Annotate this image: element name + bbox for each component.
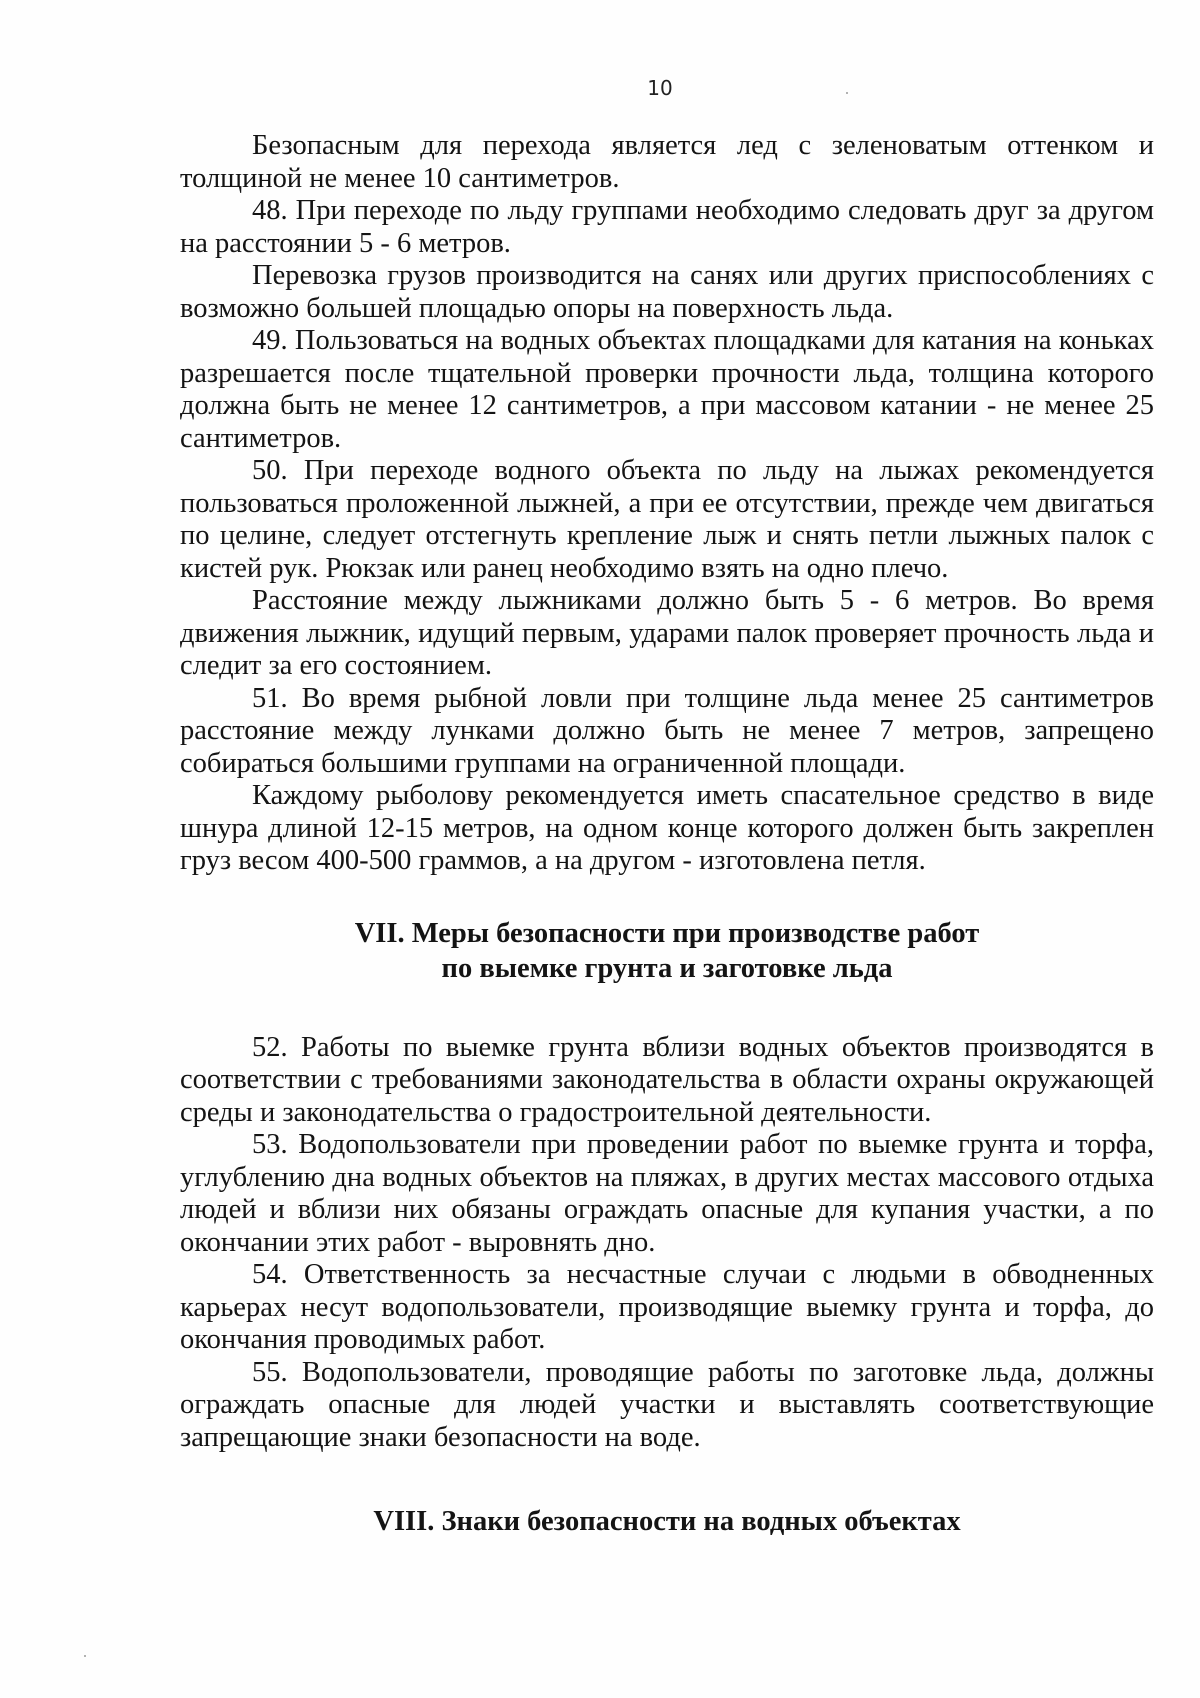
paragraph-50: 50. При переходе водного объекта по льду на лыжах рекомендуется пользоваться проложенной лыжней, а при ее отсутствии, прежде чем двигаться по целине, следует отстегнуть крепление лыж и снять петли лыжных палок с кистей рук. Рюкзак или ранец необходимо взять на одно плечо. bbox=[180, 455, 1154, 584]
paragraph-55: 55. Водопользователи, проводящие работы по заготовке льда, должны ограждать опасные для людей участки и выставлять соответствующие запрещающие знаки безопасности на воде. bbox=[180, 1356, 1154, 1453]
paragraph: Расстояние между лыжниками должно быть 5 - 6 метров. Во время движения лыжник, идущий первым, ударами палок проверяет прочность льда и следит за его состоянием. bbox=[180, 585, 1154, 681]
paragraph: Перевозка грузов производится на санях или других приспособлениях с возможно большей площадью опоры на поверхность льда. bbox=[180, 260, 1154, 324]
paragraph-52: 52. Работы по выемке грунта вблизи водных объектов производятся в соответствии с требованиями законодательства в области охраны окружающей среды и законодательства о градостроительной деятельности. bbox=[180, 1031, 1154, 1128]
paragraph-53: 53. Водопользователи при проведении работ по выемке грунта и торфа, углублению дна водных объектов на пляжах, в других местах массового отдыха людей и вблизи них обязаны ограждать опасные для купания участки, а по окончании этих работ - выровнять дно. bbox=[180, 1129, 1154, 1258]
section-8-heading: VIII. Знаки безопасности на водных объектах bbox=[373, 1506, 961, 1537]
section-7-heading-line-2: по выемке грунта и заготовке льда bbox=[441, 952, 893, 984]
section-7-heading bbox=[180, 916, 1154, 986]
scan-speck bbox=[84, 1655, 86, 1657]
section-7-heading-line-1: VII. Меры безопасности при производстве работ bbox=[354, 917, 980, 949]
paragraph-54: 54. Ответственность за несчастные случаи с людьми в обводненных карьерах несут водопользователи, производящие выемку грунта и торфа, до окончания проводимых работ. bbox=[180, 1259, 1154, 1355]
paragraph-48: 48. При переходе по льду группами необходимо следовать друг за другом на расстоянии 5 - 6 метров. bbox=[180, 195, 1154, 259]
page-number: 10 bbox=[647, 76, 673, 100]
paragraph: Каждому рыболову рекомендуется иметь спасательное средство в виде шнура длиной 12-15 метров, на одном конце которого должен быть закреплен груз весом 400-500 граммов, а на другом - изготовлена петля. bbox=[180, 780, 1154, 876]
paragraph-51: 51. Во время рыбной ловли при толщине льда менее 25 сантиметров расстояние между лунками должно быть не менее 7 метров, запрещено собираться большими группами на ограниченной площади. bbox=[180, 682, 1154, 779]
document-body bbox=[180, 130, 1154, 1539]
paragraph: Безопасным для перехода является лед с зеленоватым оттенком и толщиной не менее 10 сантиметров. bbox=[180, 130, 1154, 194]
scan-speck bbox=[846, 92, 848, 94]
paragraph-49: 49. Пользоваться на водных объектах площадками для катания на коньках разрешается после тщательной проверки прочности льда, толщина которого должна быть не менее 12 сантиметров, а при массовом катании - не менее 25 сантиметров. bbox=[180, 325, 1154, 454]
